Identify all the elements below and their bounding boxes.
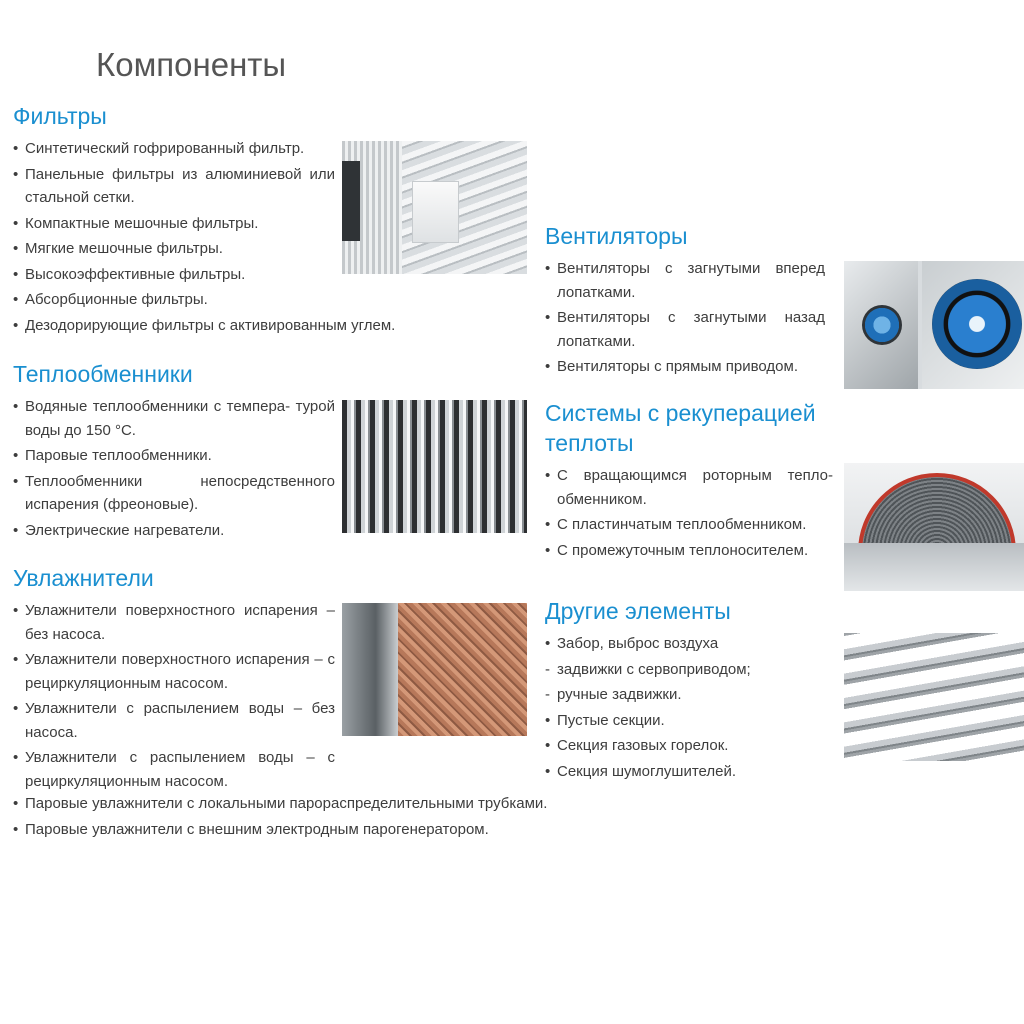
filters-photo — [342, 141, 527, 274]
list-item: • Увлажнители поверхностного испарения – с рециркуляционным насосом. — [13, 651, 335, 692]
list-item: • Увлажнители с распылением воды – без насоса. — [13, 700, 335, 741]
filters-list — [13, 137, 396, 337]
list-item: • Секция газовых горелок. — [545, 737, 729, 754]
list-item: • Электрические нагреватели. — [13, 521, 225, 539]
rotor-photo — [844, 463, 1024, 591]
list-item: • Компактные мешочные фильтры. — [13, 214, 259, 232]
list-item: • Секция шумоглушителей. — [545, 762, 737, 780]
list-item: • Паровые теплообменники. — [13, 447, 212, 464]
list-item: • Водяные теплообменники с темпера- турой воды до 150 °С. — [13, 398, 335, 439]
section-title-heat-exchangers: Теплообменники — [13, 361, 193, 387]
list-item: • С пластинчатым теплообменником. — [545, 516, 807, 533]
list-item: - ручные задвижки. — [545, 686, 682, 703]
section-title-humidifiers: Увлажнители — [13, 565, 154, 591]
fans-list — [545, 257, 825, 379]
list-item: • Панельные фильтры из алюминиевой или стальной сетки. — [13, 165, 335, 206]
list-item: • Теплообменники непосредственного испарения (фреоновые). — [13, 472, 335, 513]
list-item: • Вентиляторы с прямым приводом. — [545, 358, 798, 375]
section-filters — [13, 101, 396, 339]
list-item: • Дезодорирующие фильтры с активированным углем. — [13, 316, 396, 334]
section-fans — [545, 221, 825, 381]
list-item: • С вращающимся роторным тепло- обменником. — [545, 467, 833, 508]
list-item: • Увлажнители поверхностного испарения – без насоса. — [13, 602, 335, 643]
heat-exchangers-list — [13, 395, 335, 542]
humidifiers-list — [13, 599, 335, 793]
section-humidifiers — [13, 563, 335, 795]
list-item: • Высокоэффективные фильтры. — [13, 265, 246, 283]
list-item: • Увлажнители с распылением воды – с рециркуляционным насосом. — [13, 749, 335, 790]
list-item: • С промежуточным теплоносителем. — [545, 541, 809, 559]
list-item: • Вентиляторы с загнутыми вперед лопатками. — [545, 260, 825, 301]
humidifiers-wide-list — [13, 792, 566, 843]
section-title-filters: Фильтры — [13, 103, 107, 129]
section-title-other: Другие элементы — [545, 598, 731, 624]
other-list — [545, 632, 825, 783]
page-title: Компоненты — [96, 46, 287, 83]
heat-recovery-list — [545, 464, 833, 562]
section-title-heat-recovery: Системы с рекуперацией теплоты — [545, 400, 816, 456]
list-item: • Мягкие мешочные фильтры. — [13, 240, 223, 257]
list-item: • Пустые секции. — [545, 711, 665, 729]
section-other — [545, 596, 825, 785]
list-item: - задвижки с сервоприводом; — [545, 660, 751, 678]
list-item: • Забор, выброс воздуха — [545, 635, 719, 652]
dampers-photo — [844, 633, 1024, 761]
list-item: • Паровые увлажнители с локальными парораспределительными трубками. — [13, 795, 548, 812]
list-item: • Синтетический гофрированный фильтр. — [13, 140, 305, 157]
list-item: • Абсорбционные фильтры. — [13, 291, 208, 308]
section-heat-recovery — [545, 398, 840, 564]
fans-photo — [844, 261, 1024, 389]
heat-exchanger-photo — [342, 400, 527, 533]
section-title-fans: Вентиляторы — [545, 223, 688, 249]
humidifier-photo — [342, 603, 527, 736]
section-heat-exchangers — [13, 359, 335, 544]
list-item: • Вентиляторы с загнутыми назад лопатками. — [545, 309, 825, 350]
list-item: • Паровые увлажнители с внешним электродным парогенератором. — [13, 820, 489, 838]
